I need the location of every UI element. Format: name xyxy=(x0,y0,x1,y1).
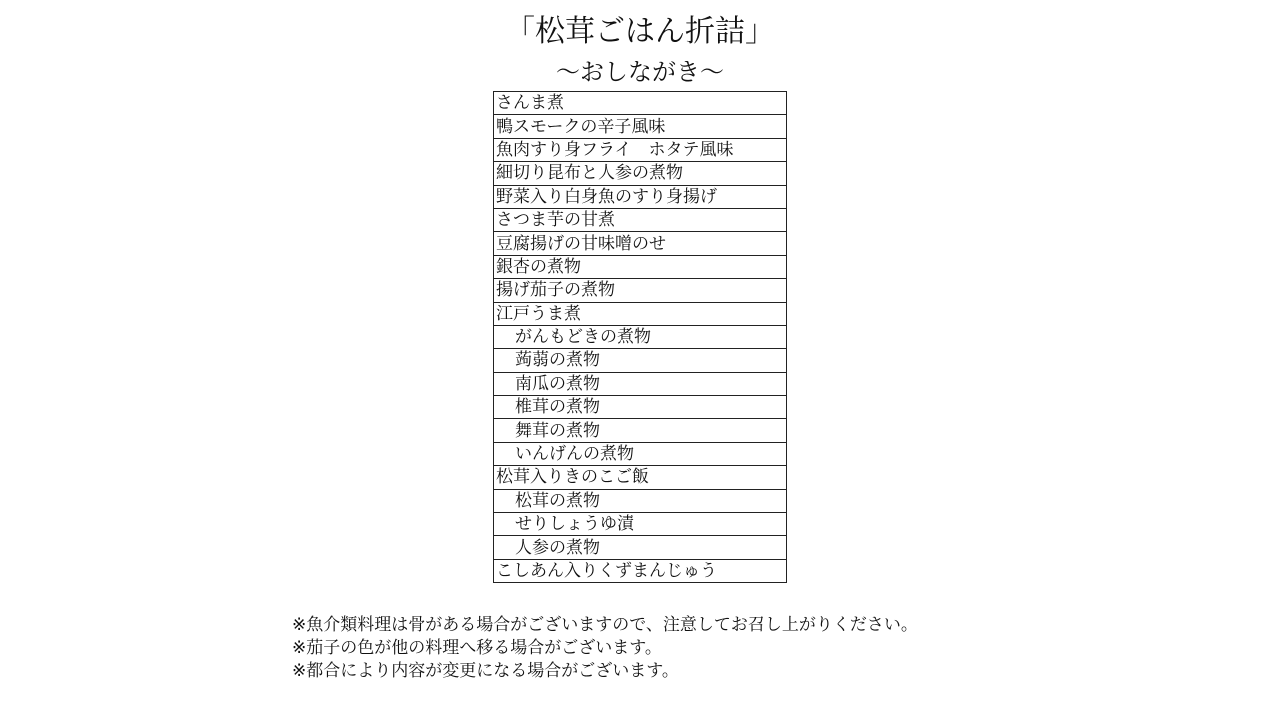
menu-row xyxy=(494,489,787,512)
menu-title: 「松茸ごはん折詰」 xyxy=(505,14,775,49)
menu-row xyxy=(494,536,787,559)
menu-item: いんげんの煮物 xyxy=(494,442,787,465)
menu-item: がんもどきの煮物 xyxy=(494,325,787,348)
menu-item: こしあん入りくずまんじゅう xyxy=(494,559,787,582)
menu-row xyxy=(494,559,787,582)
menu-row xyxy=(494,208,787,231)
menu-row xyxy=(494,255,787,278)
menu-table xyxy=(493,91,787,583)
menu-item: 椎茸の煮物 xyxy=(494,396,787,419)
menu-row xyxy=(494,349,787,372)
note-item: ※都合により内容が変更になる場合がございます。 xyxy=(292,661,679,681)
menu-row xyxy=(494,115,787,138)
menu-item: 豆腐揚げの甘味噌のせ xyxy=(494,232,787,255)
menu-item: 舞茸の煮物 xyxy=(494,419,787,442)
note-item: ※茄子の色が他の料理へ移る場合がございます。 xyxy=(292,638,662,658)
menu-item: 細切り昆布と人参の煮物 xyxy=(494,162,787,185)
menu-item: 人参の煮物 xyxy=(494,536,787,559)
menu-item: 松茸入りきのこご飯 xyxy=(494,466,787,489)
menu-row xyxy=(494,396,787,419)
menu-row xyxy=(494,92,787,115)
menu-row xyxy=(494,419,787,442)
menu-row xyxy=(494,372,787,395)
menu-item: 南瓜の煮物 xyxy=(494,372,787,395)
menu-row xyxy=(494,232,787,255)
menu-item: さつま芋の甘煮 xyxy=(494,208,787,231)
menu-row xyxy=(494,185,787,208)
menu-item: 鴨スモークの辛子風味 xyxy=(494,115,787,138)
menu-item: 揚げ茄子の煮物 xyxy=(494,279,787,302)
menu-table-body xyxy=(494,92,787,583)
menu-item: 銀杏の煮物 xyxy=(494,255,787,278)
menu-row xyxy=(494,513,787,536)
menu-item: せりしょうゆ漬 xyxy=(494,513,787,536)
notes-list xyxy=(292,614,918,683)
menu-row xyxy=(494,442,787,465)
menu-item: 江戸うま煮 xyxy=(494,302,787,325)
menu-row xyxy=(494,466,787,489)
menu-item: 魚肉すり身フライ ホタテ風味 xyxy=(494,138,787,161)
menu-item: 松茸の煮物 xyxy=(494,489,787,512)
menu-item: 野菜入り白身魚のすり身揚げ xyxy=(494,185,787,208)
menu-row xyxy=(494,138,787,161)
menu-row xyxy=(494,162,787,185)
menu-row xyxy=(494,302,787,325)
menu-subtitle: 〜おしながき〜 xyxy=(556,58,724,86)
menu-item: 蒟蒻の煮物 xyxy=(494,349,787,372)
menu-row xyxy=(494,279,787,302)
menu-item: さんま煮 xyxy=(494,92,787,115)
menu-row xyxy=(494,325,787,348)
note-item: ※魚介類料理は骨がある場合がございますので、注意してお召し上がりください。 xyxy=(292,615,918,635)
